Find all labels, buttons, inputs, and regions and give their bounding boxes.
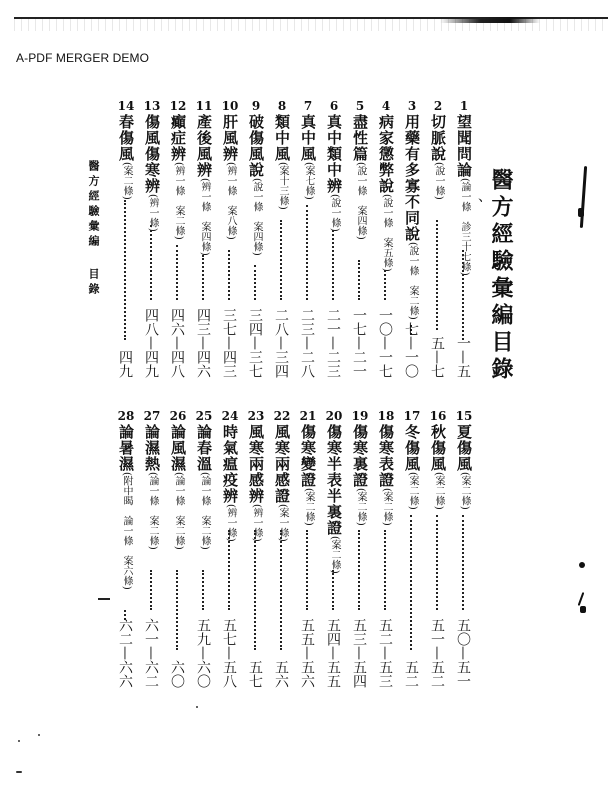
entry-number: 21	[299, 409, 317, 423]
entry-name: 論風濕	[169, 424, 187, 472]
entry-note: (說一條 案二條)	[407, 242, 418, 320]
toc-entry	[373, 100, 399, 378]
leader-dots	[358, 530, 360, 610]
entry-pages: 五一—五二	[429, 618, 445, 688]
toc-entry	[373, 410, 399, 688]
entry-note: (案七條)	[303, 162, 314, 200]
entry-number: 12	[169, 99, 187, 113]
entry-number: 9	[251, 99, 261, 113]
folio-number	[98, 598, 110, 600]
leader-dots	[306, 530, 308, 610]
entry-note: (說一條)	[433, 162, 444, 200]
leader-dots	[202, 255, 204, 300]
title-mark: 、	[478, 189, 492, 205]
toc-entry	[269, 100, 295, 378]
entry-number: 15	[455, 409, 473, 423]
entry-name: 肝風辨	[221, 114, 239, 162]
leader-dots	[254, 530, 256, 650]
entry-pages: 三七—四三	[221, 308, 237, 378]
leader-dots	[124, 200, 126, 340]
entry-number: 24	[221, 409, 239, 423]
scan-speck	[18, 740, 20, 742]
leader-dots	[176, 245, 178, 300]
entry-note: (附中暍 論一條 案六條)	[121, 472, 132, 590]
toc-entry	[165, 410, 191, 688]
entry-pages: 四三—四六	[195, 308, 211, 378]
toc-entry	[139, 100, 165, 378]
entry-pages: 五二—五三	[377, 618, 393, 688]
entry-number: 14	[117, 99, 135, 113]
leader-dots	[306, 205, 308, 300]
entry-note: (論一條 案二條)	[173, 472, 184, 550]
entry-name: 秋傷風	[429, 424, 447, 472]
entry-pages: 二八—三四	[273, 308, 289, 378]
entry-pages: 一〇—一七	[377, 308, 393, 378]
toc-entry	[191, 100, 217, 378]
leader-dots	[332, 230, 334, 300]
entry-number: 22	[273, 409, 291, 423]
entry-name: 論暑濕	[117, 424, 135, 472]
entry-name: 切脈說	[429, 114, 447, 162]
entry-number: 10	[221, 99, 239, 113]
entry-pages: 五七	[247, 660, 263, 688]
entry-number: 5	[355, 99, 365, 113]
toc-entry	[243, 410, 269, 688]
entry-pages: 一—五	[455, 336, 471, 378]
leader-dots	[150, 570, 152, 610]
entry-name: 傷寒變證	[299, 424, 317, 488]
entry-pages: 五九—六〇	[195, 618, 211, 688]
toc-top-half	[112, 100, 477, 378]
entry-note: (案十三條)	[277, 162, 288, 210]
entry-name: 春傷風	[117, 114, 135, 162]
leader-dots	[150, 225, 152, 300]
entry-number: 25	[195, 409, 213, 423]
entry-note: (說一條 案四條)	[251, 178, 262, 256]
leader-dots	[358, 260, 360, 300]
leader-dots	[228, 250, 230, 300]
scan-mark	[580, 166, 587, 228]
entry-note: (辨一條)	[225, 504, 236, 542]
entry-name: 產後風辨	[195, 114, 213, 178]
entry-pages: 五三—五四	[351, 618, 367, 688]
leader-dots	[228, 530, 230, 610]
entry-note: (案二條)	[121, 162, 132, 200]
leader-dots	[410, 515, 412, 650]
entry-pages: 五〇—五一	[455, 618, 471, 688]
entry-name: 風寒兩感辨	[247, 424, 265, 504]
entry-number: 27	[143, 409, 161, 423]
toc-bottom-half	[112, 410, 477, 688]
entry-name: 時氣瘟疫辨	[221, 424, 239, 504]
entry-note: (辨一條 案四條)	[199, 178, 210, 256]
entry-heading	[117, 114, 135, 376]
entry-number: 4	[381, 99, 391, 113]
entry-pages: 五七—五八	[221, 618, 237, 688]
toc-entry	[217, 100, 243, 378]
leader-dots	[280, 530, 282, 650]
entry-name: 用藥有多寡不同說	[403, 114, 421, 242]
entry-name: 真中風	[299, 114, 317, 162]
entry-note: (論一條 案二條)	[199, 472, 210, 550]
entry-number: 23	[247, 409, 265, 423]
leader-dots	[280, 220, 282, 300]
entry-note: (辨一條)	[147, 194, 158, 232]
entry-number: 13	[143, 99, 161, 113]
entry-number: 6	[329, 99, 339, 113]
entry-name: 癲症辨	[169, 114, 187, 162]
scan-mark	[578, 208, 584, 217]
entry-pages: 三四—三七	[247, 308, 263, 378]
scan-noise-dark	[440, 17, 540, 23]
toc-entry	[191, 410, 217, 688]
entry-heading	[247, 424, 265, 686]
entry-name: 望聞問論	[455, 114, 473, 178]
toc-entry	[113, 410, 139, 688]
running-head	[88, 160, 99, 298]
entry-pages: 六一—六二	[143, 618, 159, 688]
entry-pages: 四九	[117, 350, 133, 378]
entry-number: 7	[303, 99, 313, 113]
entry-number: 28	[117, 409, 135, 423]
scan-speck	[196, 706, 198, 708]
leader-dots	[436, 515, 438, 610]
entry-note: (案二條)	[329, 536, 340, 574]
entry-heading	[273, 424, 291, 686]
entry-number: 3	[407, 99, 417, 113]
entry-name: 傷寒表證	[377, 424, 395, 488]
toc-entry	[347, 410, 373, 688]
toc-entry	[399, 100, 425, 378]
entry-name: 風寒兩感證	[273, 424, 291, 504]
running-head-section: 目錄	[87, 268, 100, 298]
entry-name: 傷寒半表半裏證	[325, 424, 343, 536]
entry-pages: 一七—二一	[351, 308, 367, 378]
entry-pages: 四八—四九	[143, 308, 159, 378]
scan-mark	[578, 592, 585, 606]
entry-number: 26	[169, 409, 187, 423]
entry-pages: 六〇	[169, 660, 185, 688]
leader-dots	[202, 570, 204, 610]
entry-pages: 五—七	[429, 336, 445, 378]
toc-entry	[425, 410, 451, 688]
entry-pages: 四六—四八	[169, 308, 185, 378]
entry-number: 17	[403, 409, 421, 423]
toc-entry	[113, 100, 139, 378]
entry-note: (案二條)	[303, 488, 314, 526]
entry-name: 冬傷風	[403, 424, 421, 472]
toc-entry	[347, 100, 373, 378]
leader-dots	[254, 265, 256, 300]
entry-name: 病家懲弊說	[377, 114, 395, 194]
entry-note: (辨一條 案八條)	[225, 162, 236, 240]
leader-dots	[384, 270, 386, 300]
entry-name: 論春溫	[195, 424, 213, 472]
entry-number: 20	[325, 409, 343, 423]
entry-pages: 二一—二三	[325, 308, 341, 378]
entry-note: (案二條)	[407, 472, 418, 510]
entry-number: 18	[377, 409, 395, 423]
entry-name: 傷寒裏證	[351, 424, 369, 488]
entry-note: (說一條 案四條)	[355, 162, 366, 240]
watermark: A-PDF MERGER DEMO	[16, 51, 150, 65]
entry-name: 真中類中辨	[325, 114, 343, 194]
entry-number: 16	[429, 409, 447, 423]
entry-note: (說一條 案五條)	[381, 194, 392, 272]
toc-entry	[295, 100, 321, 378]
scan-speck	[38, 734, 40, 736]
entry-note: (辨一條 案二條)	[173, 162, 184, 240]
page-title: 醫方經驗彙編目錄	[488, 168, 514, 384]
leader-dots	[332, 570, 334, 610]
toc-entry	[269, 410, 295, 688]
toc-entry	[217, 410, 243, 688]
entry-pages: 五五—五六	[299, 618, 315, 688]
leader-dots	[384, 530, 386, 610]
toc-entry	[425, 100, 451, 378]
entry-number: 11	[195, 99, 213, 113]
entry-note: (案二條)	[459, 472, 470, 510]
entry-pages: 五六	[273, 660, 289, 688]
scan-speck	[16, 771, 22, 773]
entry-name: 夏傷風	[455, 424, 473, 472]
running-head-book: 醫方經驗彙編	[87, 160, 100, 250]
entry-heading	[403, 424, 421, 686]
entry-name: 類中風	[273, 114, 291, 162]
entry-pages: 五二	[403, 660, 419, 688]
toc-entry	[321, 410, 347, 688]
entry-heading	[169, 424, 187, 686]
entry-note: (案一條)	[277, 504, 288, 542]
leader-dots	[462, 250, 464, 340]
entry-note: (說一條)	[329, 194, 340, 232]
entry-name: 論濕熱	[143, 424, 161, 472]
toc-entry	[321, 100, 347, 378]
scan-mark	[580, 606, 586, 613]
scan-mark	[579, 562, 585, 568]
toc-entry	[451, 100, 477, 378]
entry-number: 19	[351, 409, 369, 423]
leader-dots	[462, 515, 464, 610]
entry-number: 2	[433, 99, 443, 113]
entry-pages: 五四—五五	[325, 618, 341, 688]
entry-name: 破傷風說	[247, 114, 265, 178]
leader-dots	[436, 220, 438, 330]
entry-note: (案二條)	[381, 488, 392, 526]
toc-entry	[451, 410, 477, 688]
entry-number: 1	[459, 99, 469, 113]
entry-name: 傷風傷寒辨	[143, 114, 161, 194]
entry-pages: 七—一〇	[403, 322, 419, 378]
entry-pages: 六二—六六	[117, 618, 133, 688]
entry-name: 盡性篇	[351, 114, 369, 162]
toc-entry	[399, 410, 425, 688]
entry-note: (論一條 診三十七條)	[459, 178, 470, 276]
entry-note: (論一條 案二條)	[147, 472, 158, 550]
entry-note: (案二條)	[355, 488, 366, 526]
entry-pages: 二三—二八	[299, 308, 315, 378]
entry-number: 8	[277, 99, 287, 113]
entry-note: (辨一條)	[251, 504, 262, 542]
toc-entry	[165, 100, 191, 378]
toc-entry	[243, 100, 269, 378]
toc-entry	[295, 410, 321, 688]
toc-entry	[139, 410, 165, 688]
leader-dots	[176, 570, 178, 650]
entry-note: (案二條)	[433, 472, 444, 510]
